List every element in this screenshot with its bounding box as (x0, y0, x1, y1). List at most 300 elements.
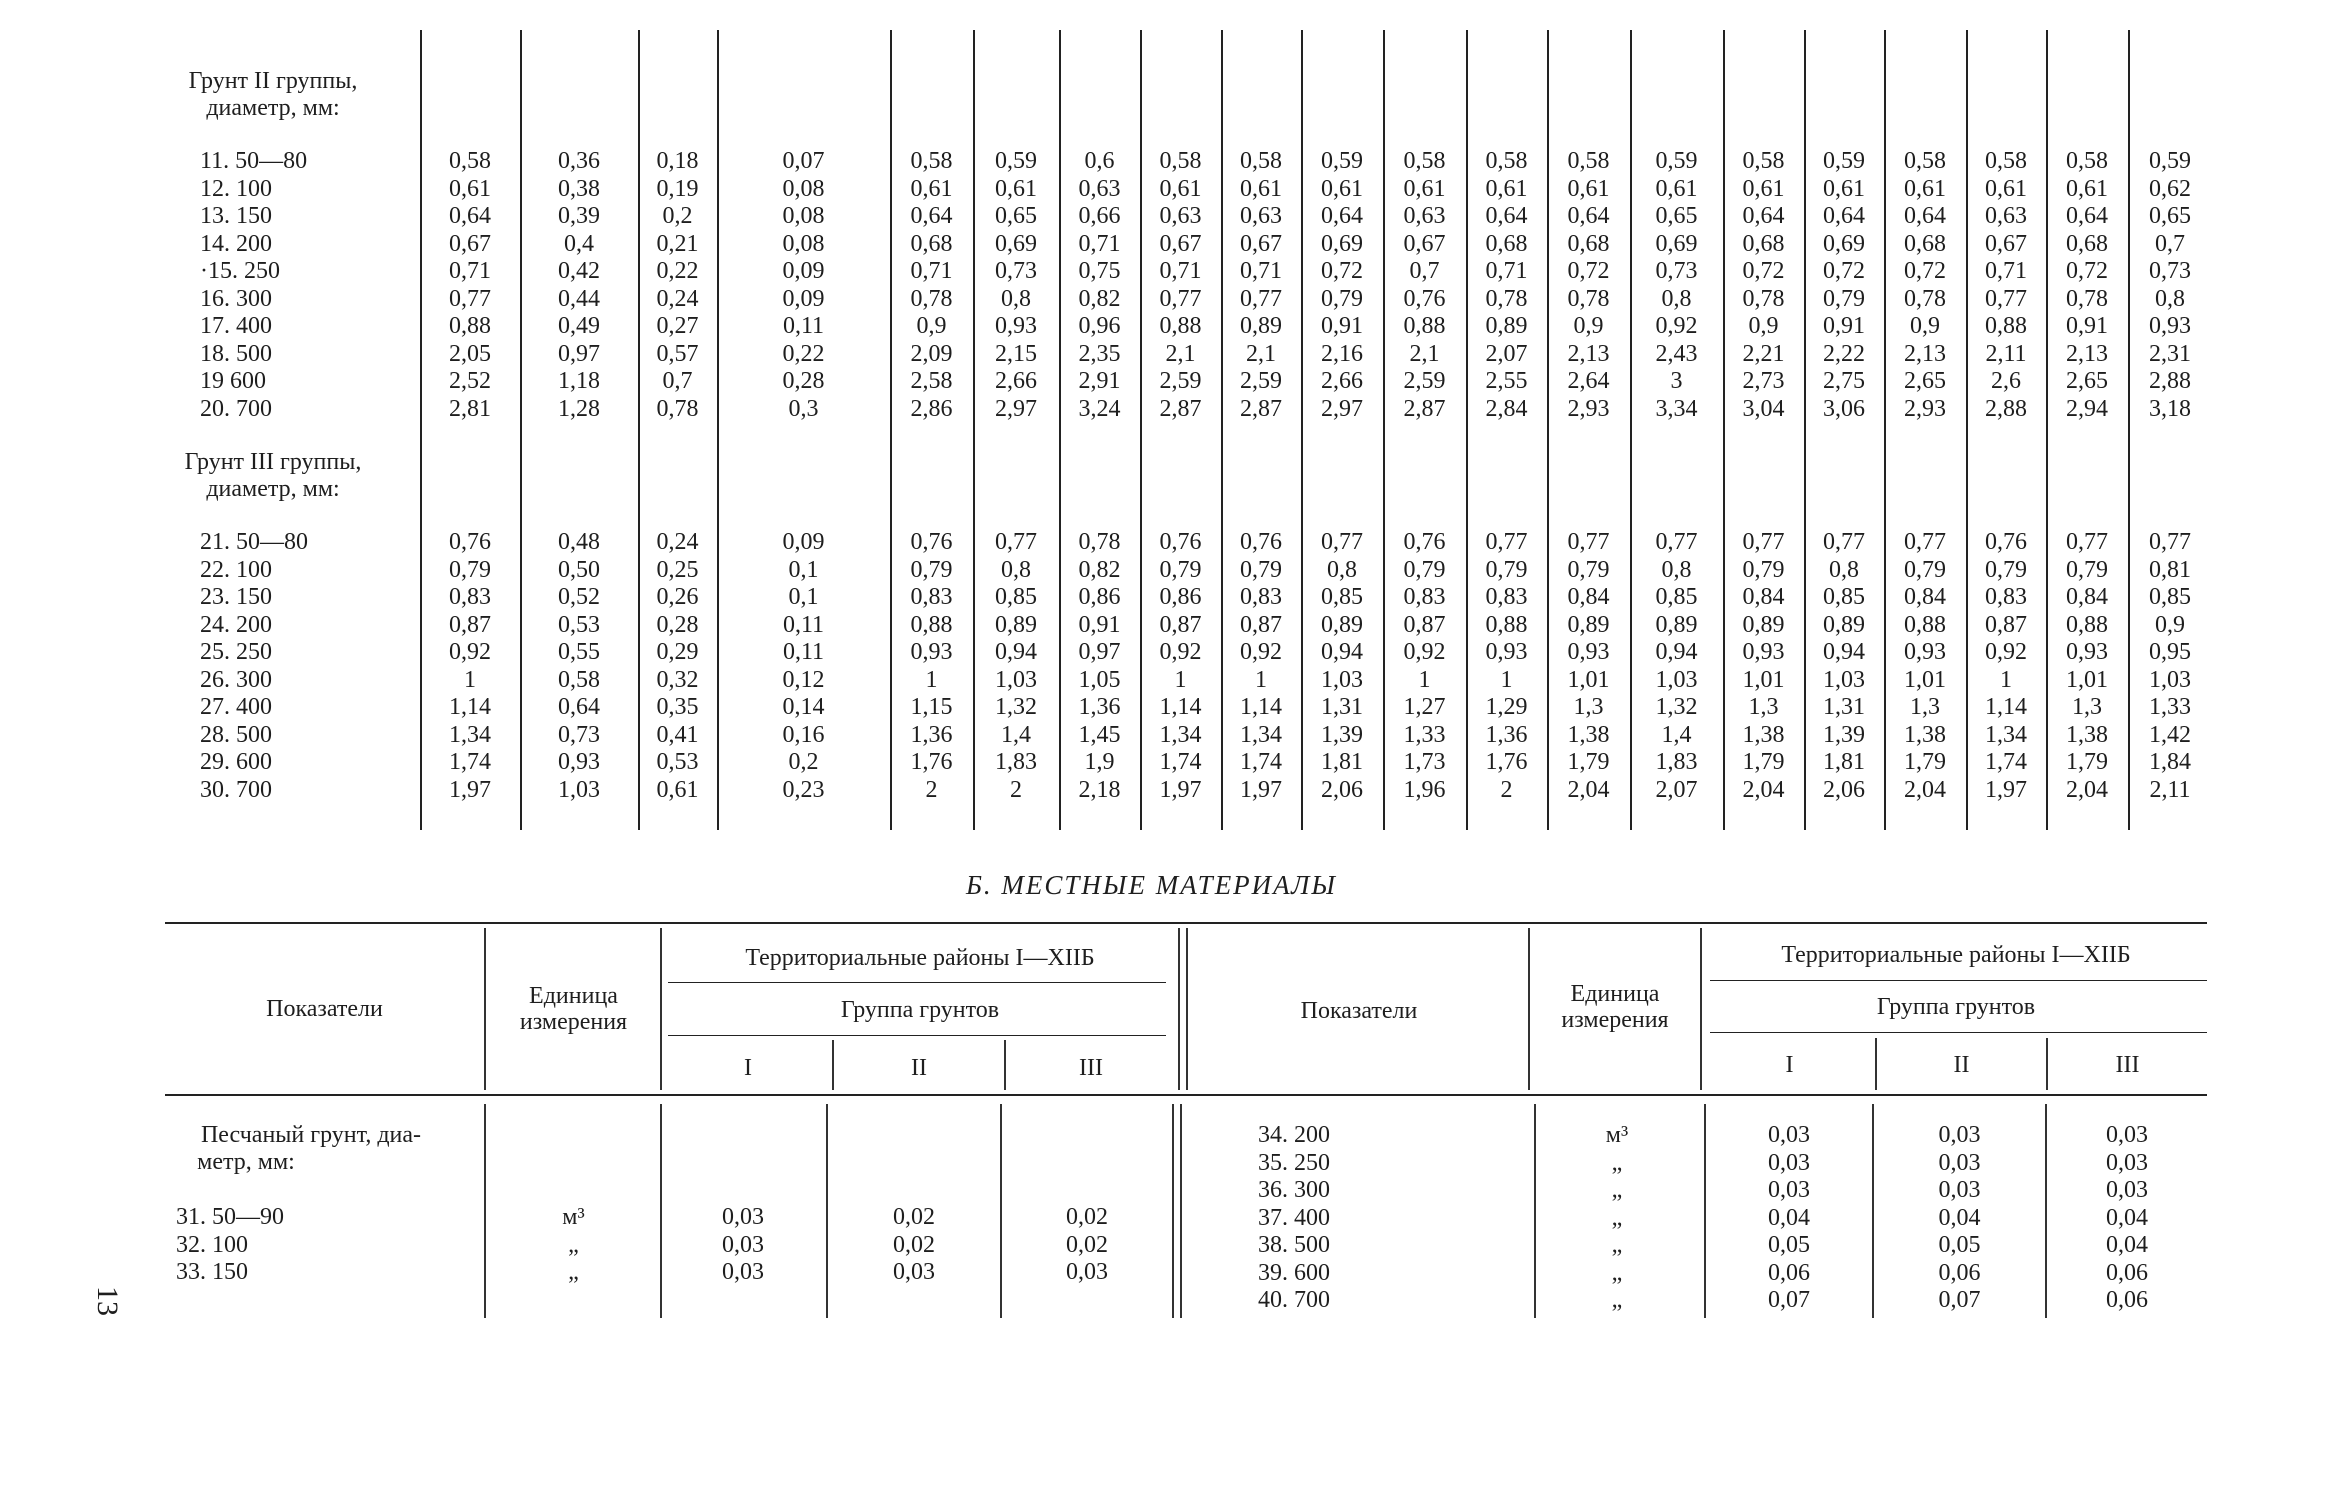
group2-cell: 0,67 (1240, 230, 1282, 257)
group2-cell: 0,61 (1823, 175, 1865, 202)
group3-cell: 0,93 (1485, 639, 1528, 665)
group3-cell: 0,86 (1159, 584, 1202, 610)
right-value-cell: 0,03 (2106, 1122, 2148, 1148)
group2-cell: 2,94 (2066, 395, 2108, 422)
group3-cell: 1,3 (1910, 694, 1940, 720)
group2-cell: 0,77 (1985, 285, 2027, 312)
upper-vrule-14 (1630, 30, 1632, 830)
group3-cell: 1,01 (1904, 666, 1946, 693)
group3-cell: 0,79 (1403, 556, 1446, 583)
group3-cell: 1,03 (995, 666, 1037, 693)
group3-cell: 0,85 (995, 584, 1037, 610)
group3-cell: 0,89 (1655, 611, 1698, 638)
header-col-ii-left: II (911, 1055, 927, 1081)
group3-cell: 0,11 (782, 639, 825, 665)
group3-cell: 1,27 (1403, 694, 1446, 720)
group3-cell: 0,77 (1904, 529, 1946, 555)
group3-cell: 1,83 (995, 749, 1037, 775)
group2-cell: 0,59 (1321, 148, 1363, 174)
right-value-cell: 0,03 (1768, 1149, 1810, 1176)
group2-cell: 0,72 (1567, 258, 1610, 284)
group3-cell: 0,95 (2149, 639, 2191, 665)
upper-vrule-18 (1966, 30, 1968, 830)
group2-cell: 0,78 (656, 395, 699, 422)
group2-cell: 2,65 (1904, 368, 1946, 394)
group3-cell: 2 (1010, 776, 1022, 803)
group2-cell: 2,55 (1485, 368, 1528, 394)
group2-cell: 2,52 (449, 368, 491, 394)
group2-cell: 2,87 (1403, 395, 1446, 422)
group3-cell: 1 (1418, 666, 1431, 693)
group-rule-right (1710, 1032, 2207, 1033)
group2-title: Грунт II группы, (188, 68, 358, 94)
group3-cell: 2 (1500, 776, 1513, 803)
group2-cell: 2,59 (1159, 368, 1202, 394)
group2-cell: 0,08 (782, 203, 825, 229)
group3-cell: 0,78 (1078, 529, 1121, 555)
group2-cell: 0,58 (1742, 148, 1785, 174)
header-unit-left-1: Единица (529, 983, 618, 1009)
group3-cell: 0,77 (2149, 529, 2191, 555)
header-soil-group-right: Группа грунтов (1876, 994, 2036, 1020)
group2-cell: 2,43 (1655, 340, 1698, 367)
header-soil-group-left: Группа грунтов (840, 997, 1000, 1023)
group2-row-label: 11. 50—80 (200, 148, 308, 174)
group2-cell: 0,61 (995, 175, 1037, 202)
group2-cell: 2,21 (1742, 340, 1785, 367)
group3-cell: 0,93 (2066, 639, 2108, 665)
group2-cell: 0,28 (782, 368, 825, 394)
group3-cell: 1,97 (1985, 776, 2027, 803)
group2-row-label: 12. 100 (200, 175, 272, 202)
group2-row-label: 17. 400 (200, 313, 272, 339)
group2-cell: 0,7 (2155, 230, 2185, 257)
group2-cell: 2,09 (910, 340, 953, 367)
group3-cell: 0,88 (1904, 611, 1946, 638)
group3-cell: 0,77 (1485, 529, 1528, 555)
group3-cell: 0,81 (2149, 556, 2191, 583)
header-regions-left: Территориальные районы I—XIIБ (745, 945, 1095, 971)
left-value-cell: 0,03 (722, 1259, 764, 1285)
group3-cell: 1,84 (2149, 749, 2191, 775)
header-regions-right: Территориальные районы I—XIIБ (1781, 942, 2131, 968)
group3-cell: 0,41 (656, 721, 699, 748)
group2-cell: 0,8 (2155, 285, 2185, 312)
group2-cell: 2,73 (1742, 368, 1785, 394)
group3-cell: 0,85 (2149, 584, 2191, 610)
group3-cell: 0,12 (782, 666, 825, 693)
group3-cell: 0,77 (2066, 529, 2108, 555)
group3-cell: 1,03 (2149, 666, 2191, 693)
group3-cell: 2,07 (1655, 776, 1698, 803)
sandy-soil-title-1: Песчаный грунт, диа- (200, 1122, 422, 1148)
group2-row-label: 14. 200 (200, 230, 272, 257)
group3-cell: 1,01 (2066, 666, 2108, 693)
group2-cell: 2,31 (2149, 340, 2191, 367)
group3-cell: 0,8 (1661, 556, 1692, 583)
group2-row-label: 19 600 (200, 368, 266, 394)
group3-row-label: 24. 200 (200, 611, 272, 638)
group3-cell: 0,77 (1742, 529, 1785, 555)
group2-cell: 2,05 (449, 340, 491, 367)
group2-cell: 0,61 (1985, 175, 2027, 202)
group2-cell: 2,84 (1485, 395, 1528, 422)
group2-row-label: 13. 150 (200, 203, 272, 229)
group3-cell: 0,73 (558, 721, 600, 748)
group2-cell: 2,13 (1567, 340, 1610, 367)
group2-cell: 2,13 (2066, 340, 2108, 367)
group2-cell: 2,91 (1078, 368, 1121, 394)
group2-cell: 0,69 (1655, 230, 1698, 257)
group2-cell: 0,63 (1240, 203, 1282, 229)
group3-cell: 0,24 (656, 529, 699, 555)
group2-cell: 0,72 (1321, 258, 1363, 284)
group3-cell: 0,76 (449, 529, 491, 555)
group2-cell: 0,64 (449, 203, 491, 229)
group3-row-label: 21. 50—80 (200, 529, 308, 555)
upper-vrule-2 (520, 30, 522, 830)
group3-cell: 1,76 (910, 749, 953, 775)
group2-cell: 0,61 (449, 175, 491, 202)
group2-cell: 0,71 (1485, 258, 1528, 284)
right-row-unit: „ (1611, 1177, 1623, 1203)
group2-cell: 0,9 (1910, 313, 1940, 339)
group2-cell: 0,58 (1567, 148, 1610, 174)
vrule-b-1 (484, 1104, 486, 1318)
group2-cell: 0,78 (1485, 285, 1528, 312)
group3-cell: 0,50 (558, 556, 600, 583)
group2-cell: 0,59 (1655, 148, 1698, 174)
group2-row-label: 16. 300 (200, 285, 272, 312)
group3-cell: 1,38 (1567, 721, 1610, 748)
group2-cell: 0,9 (1748, 313, 1779, 339)
group2-cell: 2,59 (1240, 368, 1282, 394)
group2-cell: 0,58 (1985, 148, 2027, 174)
group2-cell: 0,77 (1159, 285, 1202, 312)
group3-cell: 1,31 (1823, 694, 1865, 720)
right-value-cell: 0,05 (1768, 1232, 1810, 1258)
group2-cell: 2,1 (1246, 340, 1276, 367)
left-value-cell: 0,02 (893, 1204, 935, 1230)
group2-cell: 0,64 (1567, 203, 1610, 229)
group3-cell: 1 (2000, 666, 2012, 693)
group3-row-label: 23. 150 (200, 584, 272, 610)
upper-vrule-11 (1383, 30, 1385, 830)
group2-cell: 0,61 (1655, 175, 1698, 202)
group3-cell: 0,85 (1321, 584, 1363, 610)
group3-cell: 1,03 (1321, 666, 1363, 693)
group3-cell: 0,25 (656, 556, 699, 583)
group2-cell: 0,27 (656, 313, 699, 339)
group3-cell: 2,04 (1742, 776, 1785, 803)
group3-cell: 0,77 (995, 529, 1037, 555)
group3-cell: 0,77 (1823, 529, 1865, 555)
group2-cell: 0,91 (1321, 313, 1363, 339)
group3-cell: 0,84 (1742, 584, 1785, 610)
header-col-iii-left: III (1079, 1055, 1103, 1081)
group3-cell: 0,83 (910, 584, 953, 610)
group2-cell: 2,1 (1409, 340, 1440, 367)
group3-cell: 1,38 (1742, 721, 1785, 748)
group3-cell: 0,85 (1655, 584, 1698, 610)
upper-vrule-13 (1547, 30, 1549, 830)
group2-cell: 2,93 (1567, 395, 1610, 422)
group3-cell: 0,92 (1159, 639, 1202, 665)
group3-cell: 0,89 (1567, 611, 1610, 638)
group2-cell: 0,08 (782, 175, 825, 202)
group3-cell: 0,53 (656, 749, 699, 775)
group3-cell: 0,77 (1321, 529, 1363, 555)
group2-cell: 0,7 (1409, 258, 1440, 284)
group2-cell: 2,64 (1567, 368, 1610, 394)
group2-cell: 0,21 (656, 230, 699, 257)
group3-cell: 1,14 (1985, 694, 2027, 720)
group2-cell: 0,76 (1403, 285, 1446, 312)
group3-cell: 1,4 (1661, 721, 1692, 748)
group3-cell: 1,33 (1403, 721, 1446, 748)
group3-cell: 1,81 (1321, 749, 1363, 775)
group3-cell: 0,79 (1240, 556, 1282, 583)
group3-cell: 0,88 (910, 611, 953, 638)
left-row-label: 33. 150 (176, 1259, 248, 1285)
group2-cell: 0,69 (1321, 230, 1363, 257)
group2-cell: 0,65 (1655, 203, 1698, 229)
group3-cell: 0,32 (656, 666, 699, 693)
upper-vrule-5 (890, 30, 892, 830)
right-row-unit: „ (1611, 1204, 1623, 1231)
left-row-unit: „ (568, 1231, 579, 1258)
group2-cell: 0,88 (1159, 313, 1202, 339)
group2-cell: 2,13 (1904, 340, 1946, 367)
group2-cell: 0,73 (995, 258, 1037, 284)
group3-cell: 0,83 (449, 584, 491, 610)
group3-cell: 1,3 (1573, 694, 1604, 720)
group3-cell: 0,84 (1904, 584, 1946, 610)
group2-cell: 0,71 (910, 258, 953, 284)
group3-cell: 1,36 (1078, 694, 1121, 720)
group2-cell: 3,34 (1655, 395, 1698, 422)
group2-cell: 2,66 (1321, 368, 1363, 394)
group3-cell: 1,73 (1403, 749, 1446, 775)
group2-cell: 0,64 (1742, 203, 1785, 229)
regions-rule-right (1710, 980, 2207, 981)
group2-cell: 0,96 (1078, 313, 1121, 339)
group2-cell: 2,75 (1823, 368, 1865, 394)
group2-cell: 0,58 (449, 148, 491, 174)
group3-cell: 1,74 (1240, 749, 1282, 775)
group2-cell: 0,4 (564, 230, 594, 257)
group3-cell: 0,93 (910, 639, 953, 665)
group2-cell: 0,09 (782, 258, 825, 284)
group2-cell: 2,65 (2066, 368, 2108, 394)
group2-cell: 2,58 (910, 368, 953, 394)
group2-cell: 0,65 (2149, 203, 2191, 229)
right-value-cell: 0,03 (1768, 1122, 1810, 1148)
group2-cell: 3,24 (1078, 395, 1121, 422)
group3-cell: 1,34 (1240, 721, 1282, 748)
right-value-cell: 0,06 (1768, 1259, 1810, 1286)
group2-row-label: 18. 500 (200, 340, 272, 367)
group3-cell: 1 (1500, 666, 1513, 693)
group2-cell: 0,75 (1078, 258, 1121, 284)
group3-cell: 1,9 (1084, 749, 1115, 775)
group2-cell: 0,68 (910, 230, 953, 257)
right-row-label: 37. 400 (1258, 1204, 1330, 1231)
upper-vrule-3 (638, 30, 640, 830)
right-row-label: 35. 250 (1258, 1149, 1330, 1176)
group2-cell: 0,71 (1240, 258, 1282, 284)
vrule-b-5 (1172, 1104, 1174, 1318)
group3-cell: 0,89 (1321, 611, 1363, 638)
group3-cell: 0,79 (1159, 556, 1202, 583)
upper-vrule-8 (1140, 30, 1142, 830)
group2-cell: 2,81 (449, 395, 491, 422)
group2-cell: 0,73 (2149, 258, 2191, 284)
group2-cell: 2,93 (1904, 395, 1946, 422)
header-unit-right-2: измерения (1561, 1007, 1669, 1033)
group2-cell: 0,63 (1403, 203, 1446, 229)
group3-cell: 0,86 (1078, 584, 1121, 610)
header-col-i-left: I (744, 1055, 752, 1081)
group2-cell: 0,68 (1904, 230, 1946, 257)
group3-cell: 0,76 (1240, 529, 1282, 555)
group3-cell: 1,97 (1240, 776, 1282, 803)
left-value-cell: 0,03 (722, 1231, 764, 1258)
right-row-label: 34. 200 (1258, 1122, 1330, 1148)
right-value-cell: 0,04 (2106, 1204, 2148, 1231)
group2-cell: 2,1 (1165, 340, 1196, 367)
group3-cell: 1,74 (449, 749, 491, 775)
left-row-unit: м³ (562, 1204, 585, 1230)
right-value-cell: 0,03 (1938, 1149, 1981, 1176)
left-value-cell: 0,02 (1066, 1204, 1108, 1230)
group3-cell: 0,1 (788, 584, 819, 610)
upper-vrule-16 (1804, 30, 1806, 830)
group2-cell: 0,78 (1567, 285, 1610, 312)
group3-cell: 0,87 (449, 611, 491, 638)
group2-cell: 0,58 (910, 148, 953, 174)
group3-cell: 1,79 (1742, 749, 1785, 775)
group2-cell: 2,87 (1240, 395, 1282, 422)
upper-vrule-6 (973, 30, 975, 830)
group3-cell: 0,09 (782, 529, 825, 555)
header-unit-right-1: Единица (1570, 981, 1660, 1007)
group3-cell: 0,94 (995, 639, 1037, 665)
right-row-unit: „ (1611, 1232, 1623, 1258)
group2-cell: 2,15 (995, 340, 1037, 367)
group2-cell: 0,61 (2066, 175, 2108, 202)
group2-cell: 0,61 (1742, 175, 1785, 202)
group3-row-label: 26. 300 (200, 666, 272, 693)
section-title: Б. МЕСТНЫЕ МАТЕРИАЛЫ (966, 870, 1337, 900)
group2-cell: 0,79 (1321, 285, 1363, 312)
right-value-cell: 0,03 (1938, 1122, 1981, 1148)
group2-cell: 2,88 (1985, 395, 2027, 422)
left-value-cell: 0,03 (893, 1259, 935, 1285)
group2-cell: 0,64 (2066, 203, 2108, 229)
group3-cell: 1,97 (1159, 776, 1202, 803)
right-value-cell: 0,03 (2106, 1177, 2148, 1203)
group2-cell: 0,61 (1159, 175, 1202, 202)
group2-cell: 0,42 (558, 258, 600, 284)
group3-cell: 0,48 (558, 529, 600, 555)
group2-row-label: ·15. 250 (200, 258, 280, 284)
group2-cell: 3,04 (1742, 395, 1785, 422)
group2-cell: 0,93 (2149, 313, 2191, 339)
vrule-h-2 (660, 928, 662, 1090)
group2-cell: 0,64 (1321, 203, 1363, 229)
group3-cell: 0,87 (1985, 611, 2027, 638)
group3-cell: 1,3 (1748, 694, 1779, 720)
right-value-cell: 0,07 (1938, 1287, 1981, 1313)
group3-cell: 0,58 (558, 666, 600, 693)
group2-cell: 2,16 (1321, 340, 1363, 367)
group2-cell: 0,72 (1823, 258, 1865, 284)
group2-cell: 0,58 (2066, 148, 2108, 174)
group2-cell: 0,8 (1001, 285, 1031, 312)
group3-cell: 0,77 (1567, 529, 1610, 555)
group2-cell: 0,71 (1078, 230, 1121, 257)
group3-cell: 1,14 (1159, 694, 1202, 720)
group3-cell: 1,05 (1078, 666, 1121, 693)
group3-cell: 0,35 (656, 694, 699, 720)
group3-cell: 1,14 (449, 694, 491, 720)
group2-cell: 0,93 (995, 313, 1037, 339)
group2-cell: 0,61 (1321, 175, 1363, 202)
group3-row-label: 28. 500 (200, 721, 272, 748)
group2-cell: 0,18 (656, 148, 699, 174)
group3-cell: 0,11 (782, 611, 825, 638)
group2-cell: 0,78 (910, 285, 953, 312)
header-col-i-right: I (1785, 1052, 1794, 1078)
group2-cell: 2,87 (1159, 395, 1202, 422)
group2-cell: 0,71 (1985, 258, 2027, 284)
group2-cell: 0,58 (1403, 148, 1446, 174)
group3-row-label: 30. 700 (200, 776, 272, 803)
group3-cell: 1,38 (1904, 721, 1946, 748)
group2-cell: 2,97 (1321, 395, 1363, 422)
lower-top-rule (165, 922, 2207, 924)
group2-cell: 0,7 (662, 368, 693, 394)
group2-cell: 0,3 (788, 395, 819, 422)
group3-cell: 1,4 (1001, 721, 1031, 748)
group2-cell: 0,63 (1078, 175, 1121, 202)
left-value-cell: 0,02 (1066, 1231, 1108, 1258)
group2-cell: 2,07 (1485, 340, 1528, 367)
upper-vrule-19 (2046, 30, 2048, 830)
group3-cell: 0,79 (1485, 556, 1528, 583)
group3-cell: 1,32 (1655, 694, 1698, 720)
group2-cell: 0,67 (1985, 230, 2027, 257)
group3-cell: 0,14 (782, 694, 825, 720)
group2-row-label: 20. 700 (200, 395, 272, 422)
group2-cell: 1,28 (558, 395, 600, 422)
group2-cell: 0,68 (1742, 230, 1785, 257)
group3-cell: 2,18 (1078, 776, 1121, 803)
group3-subtitle: диаметр, мм: (206, 476, 340, 502)
group2-cell: 2,59 (1403, 368, 1446, 394)
group3-cell: 0,92 (1403, 639, 1446, 665)
left-row-label: 31. 50—90 (176, 1204, 284, 1230)
group2-cell: 0,88 (1403, 313, 1446, 339)
group2-cell: 0,61 (1485, 175, 1528, 202)
group3-cell: 1,74 (1159, 749, 1202, 775)
group3-cell: 0,89 (995, 611, 1037, 638)
upper-vrule-4 (717, 30, 719, 830)
group2-cell: 0,09 (782, 285, 825, 312)
group3-cell: 0,1 (788, 556, 819, 583)
group2-cell: 3,06 (1823, 395, 1865, 422)
